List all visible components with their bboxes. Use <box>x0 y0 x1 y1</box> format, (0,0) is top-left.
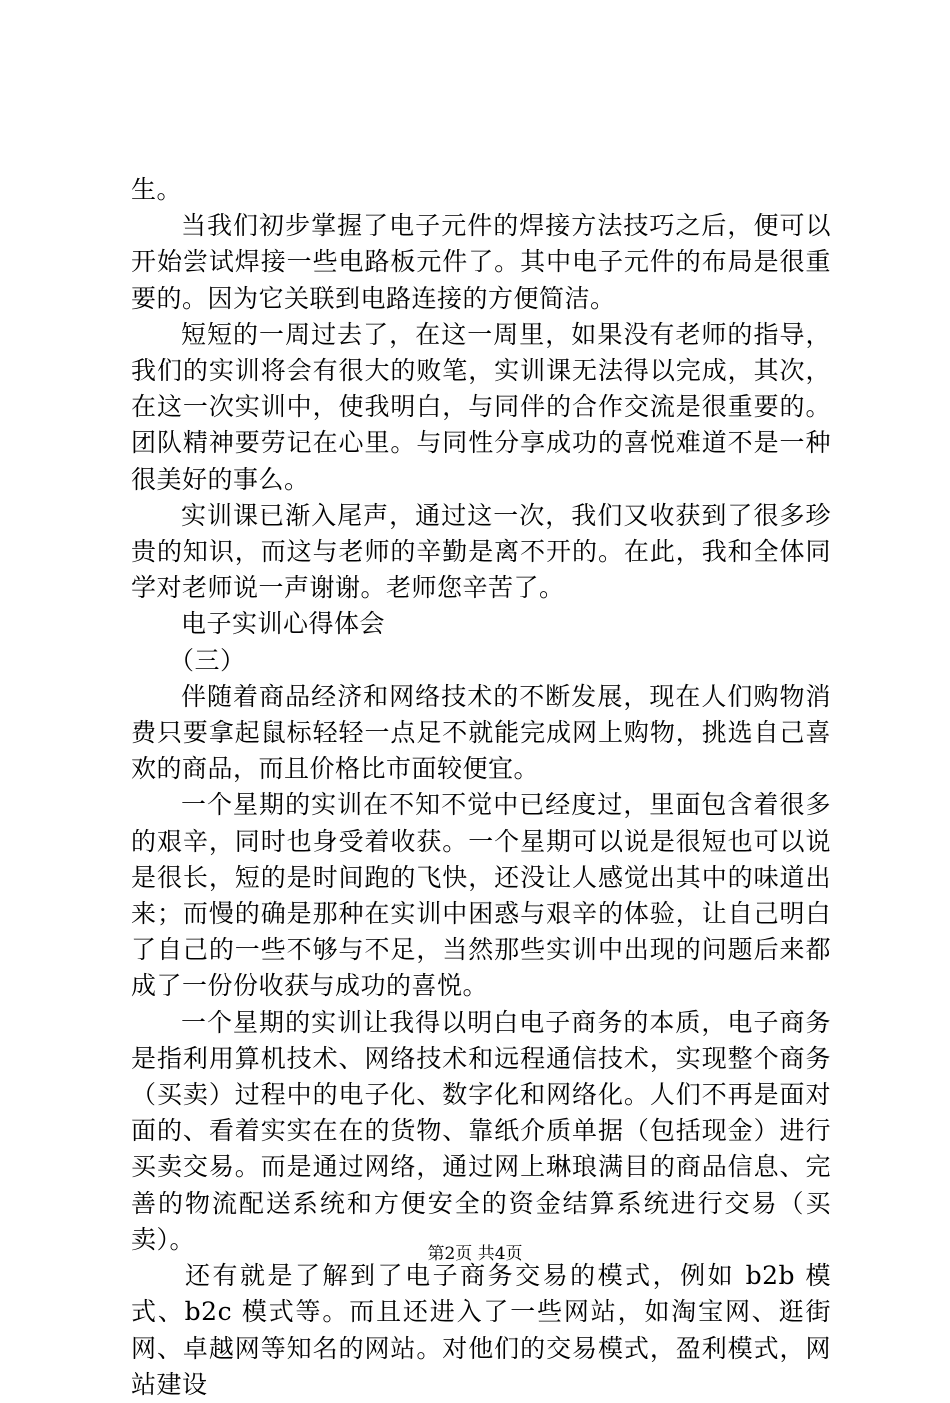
document-body <box>131 172 831 1403</box>
section-number: （三） <box>169 645 246 675</box>
section-heading: 电子实训心得体会 <box>181 609 386 639</box>
paragraph-ecommerce-essence: 一个星期的实训让我得以明白电子商务的本质，电子商务是指利用算机技术、网络技术和远程通信技术，实现整个商务（买卖）过程中的电子化、数字化和网络化。人们不再是面对面的、看着实实在在的货物、靠纸介质单据（包括现金）进行买卖交易。而是通过网络，通过网上琳琅满目的商品信息、完善的物流配送系统和方便安全的资金结算系统进行交易（买卖）。 <box>131 1007 831 1254</box>
paragraph-soldering: 当我们初步掌握了电子元件的焊接方法技巧之后，便可以开始尝试焊接一些电路板元件了。其中电子元件的布局是很重要的。因为它关联到电路连接的方便简洁。 <box>131 211 831 313</box>
paragraph-continuation: 生。 <box>131 175 183 204</box>
paragraph-thanks: 实训课已渐入尾声，通过这一次，我们又收获到了很多珍贵的知识，而这与老师的辛勤是离不开的。在此，我和全体同学对老师说一声谢谢。老师您辛苦了。 <box>131 500 831 603</box>
paragraph-trade-models: 还有就是了解到了电子商务交易的模式，例如 b2b 模式、b2c 模式等。而且还进入了一些网站，如淘宝网、逛街网、卓越网等知名的网站。对他们的交易模式，盈利模式，网站建设 <box>131 1261 831 1399</box>
paragraph-online-shopping: 伴随着商品经济和网络技术的不断发展，现在人们购物消费只要拿起鼠标轻轻一点足不就能完成网上购物，挑选自己喜欢的商品，而且价格比市面较便宜。 <box>131 681 831 784</box>
paragraph-week-experience: 一个星期的实训在不知不觉中已经度过，里面包含着很多的艰辛，同时也身受着收获。一个星期可以说是很短也可以说是很长，短的是时间跑的飞快，还没让人感觉出其中的味道出来；而慢的确是那种在实训中困惑与艰辛的体验，让自己明白了自己的一些不够与不足，当然那些实训中出现的问题后来都成了一份份收获与成功的喜悦。 <box>131 790 831 1001</box>
page-footer: 第2页 共4页 <box>427 1244 523 1264</box>
paragraph-week-summary: 短短的一周过去了，在这一周里，如果没有老师的指导，我们的实训将会有很大的败笔，实训课无法得以完成，其次，在这一次实训中，使我明白，与同伴的合作交流是很重要的。团队精神要劳记在心里。与同性分享成功的喜悦难道不是一种很美好的事么。 <box>131 319 831 494</box>
